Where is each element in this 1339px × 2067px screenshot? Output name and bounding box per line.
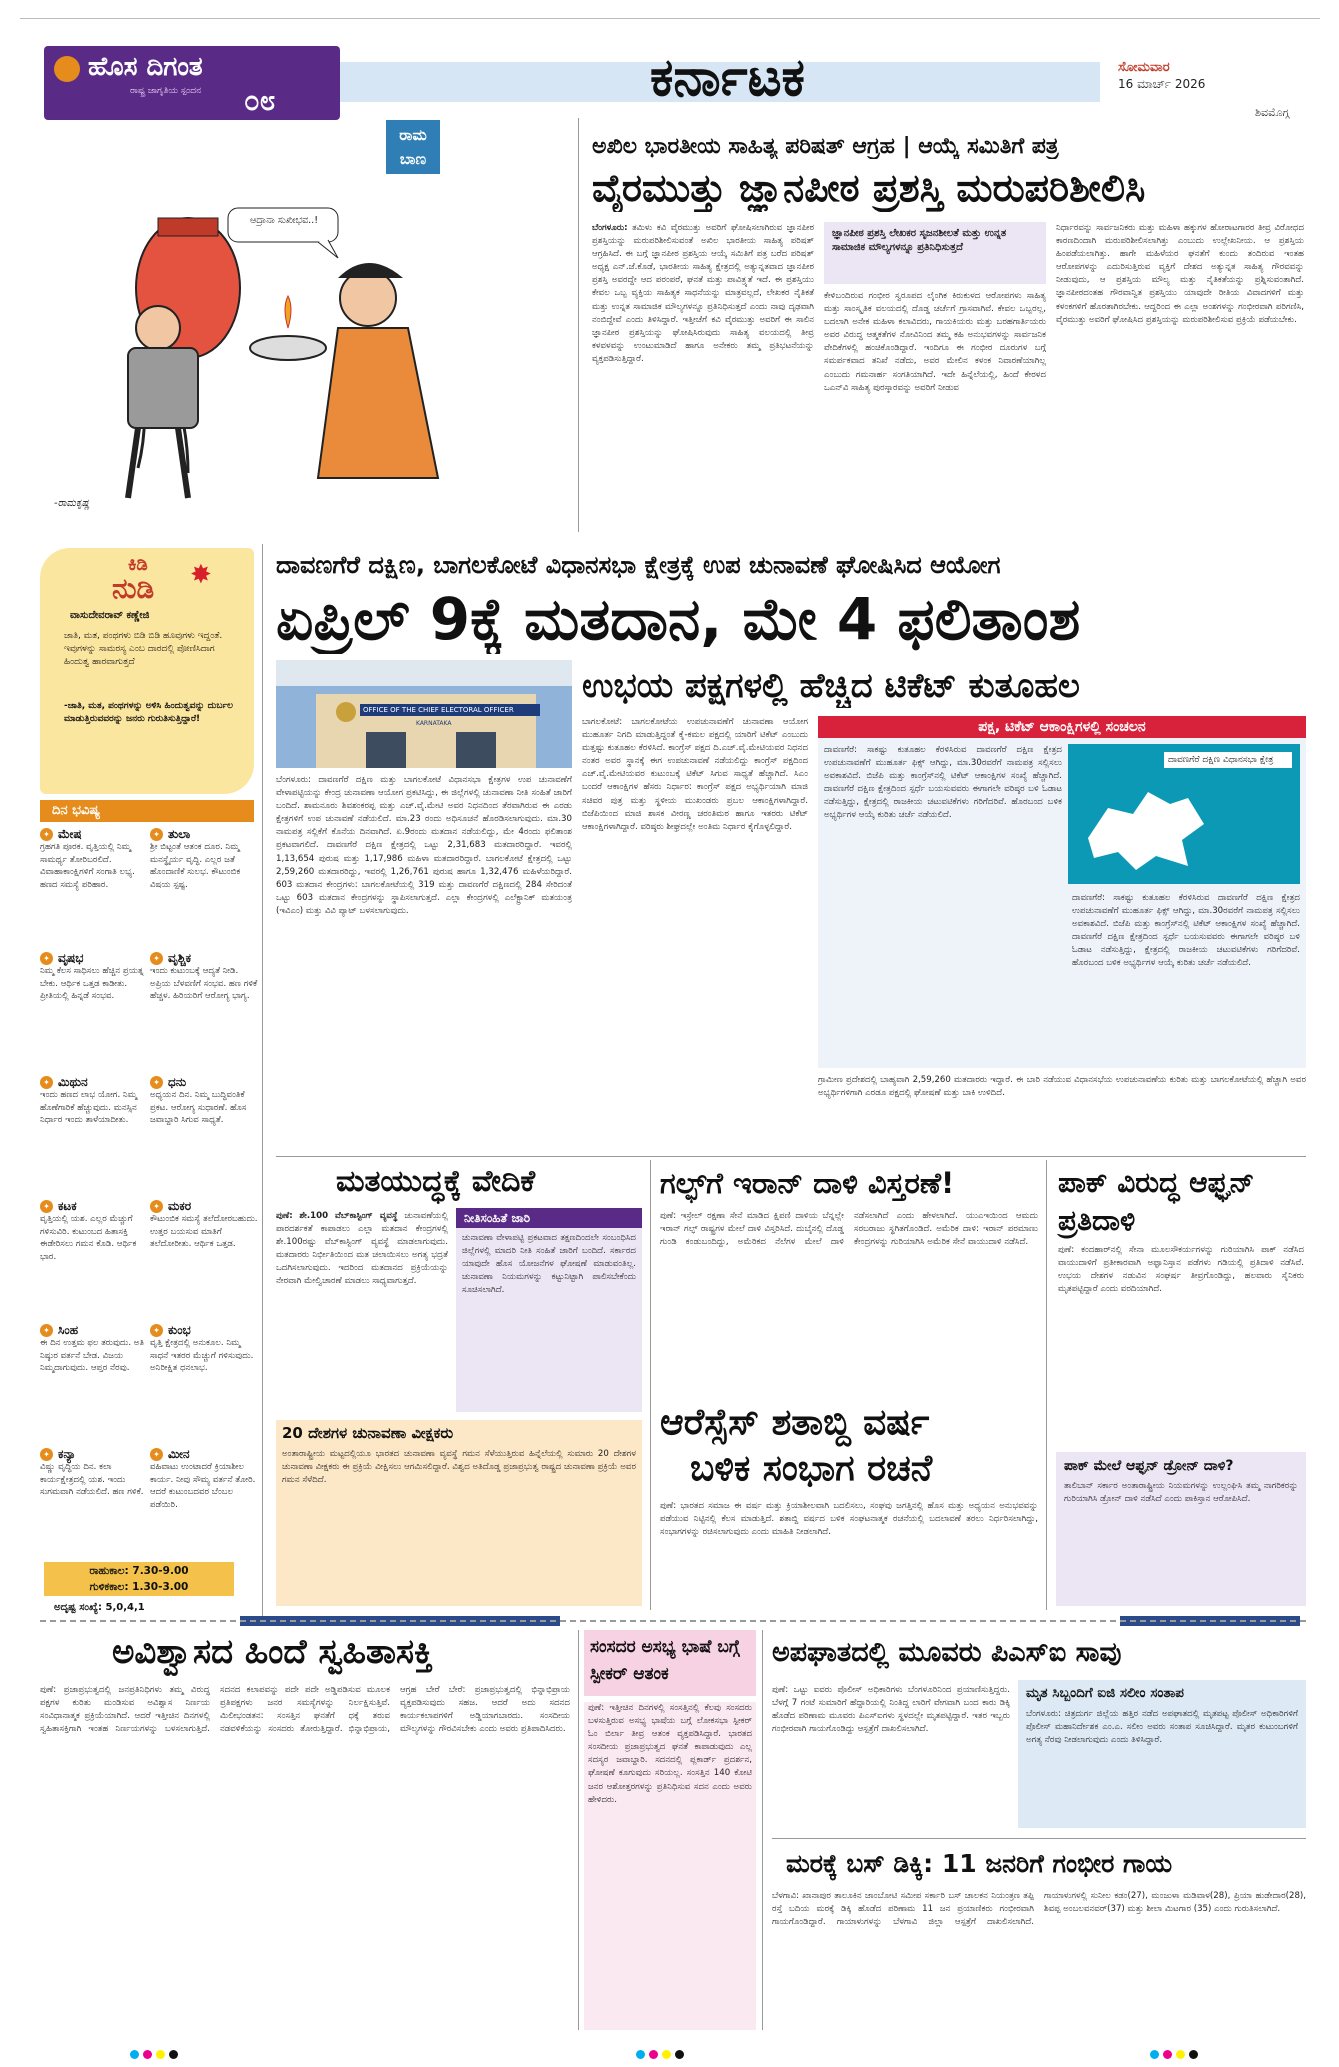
kidi-nudi-reply: -ಜಾತಿ, ಮತ, ಪಂಥಗಳನ್ನು ಅಳಿಸಿ ಹಿಂದುತ್ವವನ್ನು ದುರ್ಬಲ ಮಾಡುತ್ತಿರುವವರನ್ನು ಜನರು ಗುರುತಿಸುತ್ತಿದ್ದಾರೆ! xyxy=(64,701,233,724)
drone-box-title: ಪಾಕ್ ಮೇಲೆ ಆಫ್ಘನ್ ಡ್ರೋನ್ ದಾಳಿ? xyxy=(1064,1458,1234,1474)
rashi-name: ಕಟಕ xyxy=(58,1200,77,1214)
horoscope-grid xyxy=(40,828,258,1510)
lead-body: ಬೆಂಗಳೂರು: ದಾವಣಗೆರೆ ದಕ್ಷಿಣ ಮತ್ತು ಬಾಗಲಕೋಟೆ ವಿಧಾನಸಭಾ ಕ್ಷೇತ್ರಗಳ ಉಪ ಚುನಾವಣೆಗೆ ವೇಳಾಪಟ್ಟಿಯನ್ನು ಕೇಂದ್ರ ಚುನಾವಣಾ ಆಯೋಗ ಪ್ರಕಟಿಸಿದ್ದು, ಈ ಜಿಲ್ಲೆಗಳಲ್ಲಿ ಚುನಾವಣಾ ನೀತಿ ಸಂಹಿತೆ ಜಾರಿಗೆ ಬಂದಿದೆ. ಶಾಮನೂರು ಶಿವಶಂಕರಪ್ಪ ಮತ್ತು ಎಚ್.ವೈ.ಮೇಟಿ ಅವರ ನಿಧನದಿಂದ ತೆರವಾಗಿರುವ ಈ ಎರಡು ಕ್ಷೇತ್ರಗಳಿಗೆ ಉಪ ಚುನಾವಣೆ ನಡೆಯಲಿದೆ. ಮಾ.23 ರಂದು ಅಧಿಸೂಚನೆ ಹೊರಡಿಸಲಾಗುವುದು. ಮಾ.30 ನಾಮಪತ್ರ ಸಲ್ಲಿಕೆಗೆ ಕೊನೆಯ ದಿನವಾಗಿದೆ. ಏ.9ರಂದು ಮತದಾನ ನಡೆಯಲಿದ್ದು, ಮೇ 4ರಂದು ಫಲಿತಾಂಶ ಪ್ರಕಟವಾಗಲಿದೆ. ದಾವಣಗೆರೆ ದಕ್ಷಿಣ ಕ್ಷೇತ್ರದಲ್ಲಿ ಒಟ್ಟು 2,31,683 ಮತದಾರರಿದ್ದಾರೆ. ಇವರಲ್ಲಿ 1,13,654 ಪುರುಷ ಮತ್ತು 1,17,986 ಮಹಿಳಾ ಮತದಾರರಿದ್ದಾರೆ. ಬಾಗಲಕೋಟೆ ಕ್ಷೇತ್ರದಲ್ಲಿ ಒಟ್ಟು 2,59,260 ಮತದಾರರಿದ್ದು, ಇವರಲ್ಲಿ 1,26,761 ಪುರುಷ ಹಾಗೂ 1,32,476 ಮಹಿಳೆಯರಿದ್ದಾರೆ. 603 ಮತದಾನ ಕೇಂದ್ರಗಳು: ಬಾಗಲಕೋಟೆಯಲ್ಲಿ 319 ಮತ್ತು ದಾವಣಗೆರೆ ದಕ್ಷಿಣದಲ್ಲಿ 284 ಸೇರಿದಂತೆ ಒಟ್ಟು 603 ಮತದಾನ ಕೇಂದ್ರಗಳನ್ನು ಸ್ಥಾಪಿಸಲಾಗುತ್ತದೆ. ಎಲ್ಲಾ ಕೇಂದ್ರಗಳಲ್ಲಿ ಎಲೆಕ್ಟ್ರಾನಿಕ್ ಮತಯಂತ್ರ (ಇವಿಎಂ) ಮತ್ತು ವಿವಿ ಪ್ಯಾಟ್ ಬಳಸಲಾಗುವುದು. xyxy=(276,775,572,916)
page-number: ೦೮ xyxy=(244,84,276,117)
constituency-map xyxy=(1078,778,1218,878)
zodiac-icon: ✦ xyxy=(150,952,163,965)
rashi-text: ವಿಷ್ಣು ವೃದ್ಧಿಯ ದಿನ. ಕಲಾ ಕಾರ್ಯಕ್ಷೇತ್ರದಲ್ಲಿ ಯಶ. ಇಂದು ಸುಗಮವಾಗಿ ನಡೆಯಲಿದೆ. ಹಣ ಗಳಿಕೆ. xyxy=(40,1462,144,1498)
gulf-body: ಪುಣೆ: ಇಸ್ರೇಲ್ ರಕ್ಷಣಾ ಸೇನೆ ಮಾಡಿದ ಕ್ಷಿಪಣಿ ದಾಳಿಯ ಬೆನ್ನಲ್ಲೇ ಇರಾನ್ ಗಲ್ಫ್ ರಾಷ್ಟ್ರಗಳ ಮೇಲೆ ದಾಳಿ ವಿಸ್ತರಿಸಿದೆ. ದುಬೈನಲ್ಲಿ ದೊಡ್ಡ ಗುಂಡಿ ಕಂಡುಬಂದಿದ್ದು, ಅಮೆರಿಕದ ನೆಲೆಗಳ ಮೇಲೆ ದಾಳಿ ನಡೆಸಲಾಗಿದೆ ಎಂದು ಹೇಳಲಾಗಿದೆ. ಯುಎಇಯಿಂದ ಆಮದು ಸರಬರಾಜು ಸ್ಥಗಿತಗೊಂಡಿದೆ. ಅಮೆರಿಕ ದಾಳಿ: ಇರಾನ್ ಪರಮಾಣು ಕೇಂದ್ರಗಳನ್ನು ಗುರಿಯಾಗಿಸಿ ಅಮೆರಿಕ ಸೇನೆ ವಾಯುದಾಳಿ ನಡೆಸಿದೆ. xyxy=(660,1211,1038,1248)
vedike-headline: ಮತಯುದ್ಧಕ್ಕೆ ವೇದಿಕೆ xyxy=(336,1164,536,1199)
registration-dots xyxy=(1150,2044,1202,2063)
logo-text: ಹೊಸ ದಿಗಂತ xyxy=(88,52,203,82)
bus-body: ಬೆಳಗಾವಿ: ಖಾನಾಪುರ ತಾಲೂಕಿನ ಜಾಂಬೋಟಿ ಸಮೀಪ ಸರ್ಕಾರಿ ಬಸ್ ಚಾಲಕನ ನಿಯಂತ್ರಣ ತಪ್ಪಿ ರಸ್ತೆ ಬದಿಯ ಮರಕ್ಕೆ ಡಿಕ್ಕಿ ಹೊಡೆದ ಪರಿಣಾಮ 11 ಜನ ಪ್ರಯಾಣಿಕರು ಗಂಭೀರವಾಗಿ ಗಾಯಗೊಂಡಿದ್ದಾರೆ. ಗಾಯಾಳುಗಳನ್ನು ಬೆಳಗಾವಿ ಜಿಲ್ಲಾ ಆಸ್ಪತ್ರೆಗೆ ದಾಖಲಿಸಲಾಗಿದೆ. ಗಾಯಾಳುಗಳಲ್ಲಿ ಸುನೀಲ ಕಡಂ(27), ಮಂಜುಳಾ ಮಡಿವಾಳ(28), ಪ್ರಿಯಾ ಹುಡೇದಾರ(28), ಶಿವಪ್ಪ ಅಂಬಲವನವರ್(37) ಮತ್ತು ಶೀಲಾ ಮಿಟಗಾರ (35) ಎಂದು ಗುರುತಿಸಲಾಗಿದೆ. xyxy=(772,1891,1306,1928)
rahukala: ರಾಹುಕಾಲ: 7.30-9.00 xyxy=(89,1565,189,1577)
rashi-text: ಶ್ರೀ ಬಿಟ್ಟಂತೆ ಆತಂಕ ದೂರ. ನಿಮ್ಮ ಮನಸ್ಥೈರ್ಯ ವೃದ್ಧಿ. ಎಲ್ಲರ ಜತೆ ಹೊಂದಾಣಿಕೆ ಸುಲಭ. ಕೌಟುಂಬಿಕ ವಿಷಯ ಸ್ಪಷ್ಟ. xyxy=(150,842,241,890)
rashi-text: ಅಧ್ಯಯನ ದಿನ. ನಿಮ್ಮ ಬುದ್ಧಿವಂತಿಕೆ ಪ್ರಕಟ. ಆರೋಗ್ಯ ಸುಧಾರಣೆ. ಹೊಸ ಜವಾಬ್ದಾರಿ ಸಿಗುವ ಸಾಧ್ಯತೆ. xyxy=(150,1090,247,1126)
speaker-body: ಪುಣೆ: ಇತ್ತೀಚಿನ ದಿನಗಳಲ್ಲಿ ಸಂಸತ್ತಿನಲ್ಲಿ ಕೆಲವು ಸಂಸದರು ಬಳಸುತ್ತಿರುವ ಅಸಭ್ಯ ಭಾಷೆಯ ಬಗ್ಗೆ ಲೋಕಸಭಾ ಸ್ಪೀಕರ್ ಓಂ ಬಿರ್ಲಾ ತೀವ್ರ ಆತಂಕ ವ್ಯಕ್ತಪಡಿಸಿದ್ದಾರೆ. ಭಾರತದ ಸಂಸದೀಯ ಪ್ರಜಾಪ್ರಭುತ್ವದ ಘನತೆ ಕಾಪಾಡುವುದು ಎಲ್ಲ ಸದಸ್ಯರ ಜವಾಬ್ದಾರಿ. ಸದನದಲ್ಲಿ ಪ್ಲಕಾರ್ಡ್ ಪ್ರದರ್ಶನ, ಘೋಷಣೆ ಕೂಗುವುದು ಸರಿಯಲ್ಲ. ಸಂಸತ್ತಿನ 140 ಕೋಟಿ ಜನರ ಆಶೋತ್ತರಗಳನ್ನು ಪ್ರತಿನಿಧಿಸುವ ಸದನ ಎಂದು ಅವರು ಹೇಳಿದರು. xyxy=(584,1702,756,2030)
divider xyxy=(1046,1160,1047,1610)
drone-box xyxy=(1056,1452,1306,1606)
bus-headline: ಮರಕ್ಕೆ ಬಸ್ ಡಿಕ್ಕಿ: 11 ಜನರಿಗೆ ಗಂಭೀರ ಗಾಯ xyxy=(786,1849,1173,1878)
rashi-item xyxy=(150,952,258,1070)
map-panel xyxy=(1068,744,1300,884)
lamp-icon xyxy=(54,56,80,82)
section-title: ಕರ್ನಾಟಕ xyxy=(650,48,805,108)
zodiac-icon: ✦ xyxy=(40,1200,53,1213)
rashi-name: ಧನು xyxy=(168,1076,187,1090)
accident-headline: ಅಪಘಾತದಲ್ಲಿ ಮೂವರು ಪಿಎಸ್‌ಐ ಸಾವು xyxy=(772,1637,1122,1668)
vedike-dateline: ಪುಣೆ: xyxy=(276,1211,293,1221)
zodiac-icon: ✦ xyxy=(150,1448,163,1461)
rashi-name: ವೃಶ್ಚಿಕ xyxy=(168,952,192,966)
logo-tagline: ರಾಷ್ಟ್ರ ಜಾಗೃತಿಯ ಸ್ಪಂದನ xyxy=(130,86,202,96)
spark-icon: ✸ xyxy=(190,560,212,590)
gulf-headline: ಗಲ್ಫ್‌ಗೆ ಇರಾನ್ ದಾಳಿ ವಿಸ್ತರಣೆ! xyxy=(660,1166,955,1200)
cartoon-drawing xyxy=(38,178,578,528)
story1-col3: ನಿರ್ಧಾರವನ್ನು ಸಾರ್ವಜನಿಕರು ಮತ್ತು ಮಹಿಳಾ ಹಕ್ಕುಗಳ ಹೋರಾಟಗಾರರ ತೀವ್ರ ವಿರೋಧದ ಕಾರಣದಿಂದಾಗಿ ಮರುಪರಿಶೀಲಿಸಲಾಗಿತ್ತು ಎಂಬುದು ಉಲ್ಲೇಖನೀಯ. ಆ ಪ್ರಶಸ್ತಿಯ ಹಿಂಪಡೆಯಲಾಗಿತ್ತು. ಹಾಗೇ ಮಹಿಳೆಯರ ಘನತೆಗೆ ಕುಂದು ತಂದಿರುವ ಇಂತಹ ಆರೋಪಗಳನ್ನು ಎದುರಿಸುತ್ತಿರುವ ವ್ಯಕ್ತಿಗೆ ದೇಶದ ಅತ್ಯುನ್ನತ ಸಾಹಿತ್ಯ ಗೌರವವನ್ನು ನೀಡುವುದು, ಆ ಪ್ರಶಸ್ತಿಯ ಮೌಲ್ಯ ಮತ್ತು ನೈತಿಕತೆಯನ್ನು ಪ್ರಶ್ನಿಸುವಂತಾಗಿದೆ. ಜ್ಞಾನಪೀಠದಂತಹ ಗೌರವಾನ್ವಿತ ಪ್ರಶಸ್ತಿಯು ಯಾವುದೇ ರೀತಿಯ ವಿವಾದಗಳಿಗೆ ಮತ್ತು ಕಳಂಕಗಳಿಗೆ ಹೊರತಾಗಿರಬೇಕು. ಆದ್ದರಿಂದ ಈ ಎಲ್ಲಾ ಅಂಶಗಳನ್ನು ಗಂಭೀರವಾಗಿ ಪರಿಗಣಿಸಿ, ವೈರಮುತ್ತು ಅವರಿಗೆ ಘೋಷಿಸಿದ ಪ್ರಶಸ್ತಿಯನ್ನು ಮರುಪರಿಶೀಲಿಸುವ ಪ್ರಕ್ರಿಯೆ ಪಡೆಯಬೇಕು. xyxy=(1056,223,1304,325)
rashi-item xyxy=(40,1076,148,1194)
divider xyxy=(578,118,579,532)
rashi-item xyxy=(40,1200,148,1318)
rss-headline-1: ಆರೆಸ್ಸೆಸ್ ಶತಾಬ್ದಿ ವರ್ಷ xyxy=(660,1402,930,1443)
observers-box-body: ಅಂತಾರಾಷ್ಟ್ರೀಯ ಮಟ್ಟದಲ್ಲಿಯೂ ಭಾರತದ ಚುನಾವಣಾ ವ್ಯವಸ್ಥೆ ಗಮನ ಸೆಳೆಯುತ್ತಿರುವ ಹಿನ್ನೆಲೆಯಲ್ಲಿ ಸುಮಾರು 20 ದೇಶಗಳ ಚುನಾವಣಾ ವೀಕ್ಷಕರು ಈ ಪ್ರಕ್ರಿಯೆ ವೀಕ್ಷಿಸಲು ಆಗಮಿಸಲಿದ್ದಾರೆ. ವಿಶ್ವದ ಅತಿದೊಡ್ಡ ಪ್ರಜಾಪ್ರಭುತ್ವ ರಾಷ್ಟ್ರದ ಚುನಾವಣಾ ಪ್ರಕ್ರಿಯೆ ಅವರ ಗಮನ ಸೆಳೆದಿದೆ. xyxy=(282,1449,636,1486)
divider xyxy=(578,1630,579,2030)
photo-sign-2: KARNATAKA xyxy=(416,720,452,727)
rashi-name: ಕುಂಭ xyxy=(168,1324,191,1338)
rashi-item xyxy=(150,1200,258,1318)
code-box-title: ನೀತಿಸಂಹಿತೆ ಜಾರಿ xyxy=(456,1208,642,1228)
rashi-text: ಇಂದು ಕುಟುಂಬಕ್ಕೆ ಆದ್ಯತೆ ನೀಡಿ. ಅಪ್ರಿಯ ಬೆಳವಣಿಗೆ ಸಂಭವ. ಹಣ ಗಳಿಕೆ ಹೆಚ್ಚಳ. ಹಿರಿಯರಿಗೆ ಆರೋಗ್ಯ ಭಾಗ್ಯ. xyxy=(150,966,258,1002)
zodiac-icon: ✦ xyxy=(150,1200,163,1213)
accident-body: ಪುಣೆ: ಒಟ್ಟು ಐವರು ಪೊಲೀಸ್ ಅಧಿಕಾರಿಗಳು ಬೆಂಗಳೂರಿನಿಂದ ಪ್ರಯಾಣಿಸುತ್ತಿದ್ದರು. ಬೆಳಗ್ಗೆ 7 ಗಂಟೆ ಸುಮಾರಿಗೆ ಹೆದ್ದಾರಿಯಲ್ಲಿ ನಿಂತಿದ್ದ ಲಾರಿಗೆ ವೇಗವಾಗಿ ಬಂದ ಕಾರು ಡಿಕ್ಕಿ ಹೊಡೆದ ಪರಿಣಾಮ ಮೂವರು ಪಿಎಸ್‌ಐಗಳು ಸ್ಥಳದಲ್ಲೇ ಮೃತಪಟ್ಟಿದ್ದಾರೆ. ಇತರ ಇಬ್ಬರು ಗಂಭೀರವಾಗಿ ಗಾಯಗೊಂಡಿದ್ದು ಆಸ್ಪತ್ರೆಗೆ ದಾಖಲಿಸಲಾಗಿದೆ. xyxy=(772,1685,1010,1735)
story1-headline: ವೈರಮುತ್ತು ಜ್ಞಾನಪೀಠ ಪ್ರಶಸ್ತಿ ಮರುಪರಿಶೀಲಿಸಿ xyxy=(592,166,1146,210)
lead-rural: ಗ್ರಾಮೀಣ ಪ್ರದೇಶದಲ್ಲಿ ಬಾಹ್ಯವಾಗಿ 2,59,260 ಮತದಾರರು ಇದ್ದಾರೆ. ಈ ಬಾರಿ ನಡೆಯುವ ವಿಧಾನಸಭೆಯ ಉಪಚುನಾವಣೆಯ ಕುರಿತು ಮತ್ತು ಬಾಗಲಕೋಟೆಯಲ್ಲಿ ಹೆಚ್ಚಾಗಿ ಅವರ ಅಭ್ಯರ್ಥಿಗಳಿಗಾಗಿ ಎರಡೂ ಪಕ್ಷದಲ್ಲಿ ಘೋಷಣೆ ಮತ್ತು ಬಾಕಿ ಉಳಿದಿದೆ. xyxy=(818,1075,1306,1099)
code-box-body: ಚುನಾವಣಾ ವೇಳಾಪಟ್ಟಿ ಪ್ರಕಟವಾದ ತಕ್ಷಣದಿಂದಲೇ ಸಂಬಂಧಿಸಿದ ಜಿಲ್ಲೆಗಳಲ್ಲಿ ಮಾದರಿ ನೀತಿ ಸಂಹಿತೆ ಜಾರಿಗೆ ಬಂದಿದೆ. ಸರ್ಕಾರದ ಯಾವುದೇ ಹೊಸ ಯೋಜನೆಗಳ ಘೋಷಣೆ ಮಾಡುವಂತಿಲ್ಲ. ಚುನಾವಣಾ ನಿಯಮಗಳನ್ನು ಕಟ್ಟುನಿಟ್ಟಾಗಿ ಪಾಲಿಸಬೇಕೆಂದು ಸೂಚಿಸಲಾಗಿದೆ. xyxy=(462,1233,636,1296)
speaker-headline: ಸಂಸದರ ಅಸಭ್ಯ ಭಾಷೆ ಬಗ್ಗೆ ಸ್ಪೀಕರ್ ಆತಂಕ xyxy=(590,1637,740,1684)
kidi-nudi-author: ವಾಸುದೇವರಾವ್ ಕಣ್ಣೇಜಿ xyxy=(70,610,150,621)
rashi-text: ಗ್ರಹಗತಿ ಪೂರಕ. ವೃತ್ತಿಯಲ್ಲಿ ನಿಮ್ಮ ಸಾಮರ್ಥ್ಯ ತೋರಿಬರಲಿದೆ. ವಿವಾಹಾಕಾಂಕ್ಷಿಗಳಿಗೆ ಸಂಗಾತಿ ಲಭ್ಯ. ಹಣದ ಸಮಸ್ಯೆ ಪರಿಹಾರ. xyxy=(40,842,135,890)
lead-headline: ಏಪ್ರಿಲ್ 9ಕ್ಕೆ ಮತದಾನ, ಮೇ 4 ಫಲಿತಾಂಶ xyxy=(276,585,1081,653)
zodiac-icon: ✦ xyxy=(40,1448,53,1461)
lead-sub: ಉಭಯ ಪಕ್ಷಗಳಲ್ಲಿ ಹೆಚ್ಚಿದ ಟಿಕೆಟ್ ಕುತೂಹಲ xyxy=(582,666,1080,706)
zodiac-icon: ✦ xyxy=(40,952,53,965)
kidi-nudi-title-2: ನುಡಿ xyxy=(112,572,155,605)
zodiac-icon: ✦ xyxy=(150,1324,163,1337)
zodiac-icon: ✦ xyxy=(40,1324,53,1337)
divider xyxy=(772,1838,1306,1839)
registration-dots xyxy=(636,2044,688,2063)
zodiac-icon: ✦ xyxy=(40,828,53,841)
lead-photo xyxy=(276,660,572,768)
story1-dateline: ಬೆಂಗಳೂರು: xyxy=(592,223,628,233)
vedike-body: ಪುಣೆ: ಶೇ.100 ವೆಬ್‌ಕಾಸ್ಟಿಂಗ್ ವ್ಯವಸ್ಥೆ ಚುನಾವಣೆಯಲ್ಲಿ ಪಾರದರ್ಶಕತೆ ಕಾಪಾಡಲು ಎಲ್ಲಾ ಮತದಾನ ಕೇಂದ್ರಗಳಲ್ಲಿ ಶೇ.100ರಷ್ಟು ವೆಬ್‌ಕಾಸ್ಟಿಂಗ್ ವ್ಯವಸ್ಥೆ ಮಾಡಲಾಗುವುದು. ಮತದಾರರು ನಿರ್ಭೀತಿಯಿಂದ ಮತ ಚಲಾಯಿಸಲು ಅಗತ್ಯ ಭದ್ರತೆ ಒದಗಿಸಲಾಗುವುದು. ಇದರಿಂದ ಮತದಾನದ ಪ್ರಕ್ರಿಯೆಯನ್ನು ನೇರವಾಗಿ ಮೇಲ್ವಿಚಾರಣೆ ಮಾಡಲು ಸಾಧ್ಯವಾಗುತ್ತದೆ. xyxy=(276,1211,448,1287)
drone-box-body: ತಾಲಿಬಾನ್ ಸರ್ಕಾರ ಅಂತಾರಾಷ್ಟ್ರೀಯ ನಿಯಮಗಳನ್ನು ಉಲ್ಲಂಘಿಸಿ ತಮ್ಮ ನಾಗರಿಕರನ್ನು ಗುರಿಯಾಗಿಸಿ ಡ್ರೋನ್ ದಾಳಿ ನಡೆಸಿದೆ ಎಂದು ಪಾಕಿಸ್ತಾನ ಆರೋಪಿಸಿದೆ. xyxy=(1064,1481,1298,1505)
vedike-lead: ಶೇ.100 ವೆಬ್‌ಕಾಸ್ಟಿಂಗ್ ವ್ಯವಸ್ಥೆ xyxy=(299,1211,398,1221)
lead-kicker: ದಾವಣಗೆರೆ ದಕ್ಷಿಣ, ಬಾಗಲಕೋಟೆ ವಿಧಾನಸಭಾ ಕ್ಷೇತ್ರಕ್ಕೆ ಉಪ ಚುನಾವಣೆ ಘೋಷಿಸಿದ ಆಯೋಗ xyxy=(276,551,1001,579)
salim-box-title: ಮೃತ ಸಿಬ್ಬಂದಿಗೆ ಐಜಿ ಸಲೀಂ ಸಂತಾಪ xyxy=(1026,1685,1184,1701)
rashi-name: ವೃಷಭ xyxy=(58,952,84,966)
ticket-box-body: ದಾವಣಗೆರೆ: ಸಾಕಷ್ಟು ಕುತೂಹಲ ಕೆರಳಿಸಿರುವ ದಾವಣಗೆರೆ ದಕ್ಷಿಣ ಕ್ಷೇತ್ರದ ಉಪಚುನಾವಣೆಗೆ ಮುಹೂರ್ತ ಫಿಕ್ಸ್ ಆಗಿದ್ದು, ಮಾ.30ರವರೆಗೆ ನಾಮಪತ್ರ ಸಲ್ಲಿಸಲು ಅವಕಾಶವಿದೆ. ಬಿಜೆಪಿ ಮತ್ತು ಕಾಂಗ್ರೆಸ್‌ನಲ್ಲಿ ಟಿಕೆಟ್ ಆಕಾಂಕ್ಷಿಗಳ ಸಂಖ್ಯೆ ಹೆಚ್ಚಾಗಿದೆ. ದಾವಣಗೆರೆ ದಕ್ಷಿಣ ಕ್ಷೇತ್ರದಿಂದ ಸ್ಪರ್ಧೆ ಬಯಸುವವರು ಈಗಾಗಲೇ ವರಿಷ್ಠರ ಬಳಿ ಓಡಾಟ ನಡೆಸುತ್ತಿದ್ದು, ಕ್ಷೇತ್ರದಲ್ಲಿ ರಾಜಕೀಯ ಚಟುವಟಿಕೆಗಳು ಗರಿಗೆದರಿವೆ. ಹೊರಬಂದ ಬಳಿಕ ಅಭ್ಯರ್ಥಿಗಳ ಆಯ್ಕೆ ಕುರಿತು ಚರ್ಚೆ ನಡೆಯಲಿದೆ. xyxy=(824,745,1062,821)
time-box xyxy=(44,1562,234,1596)
rashi-name: ಸಿಂಹ xyxy=(58,1324,79,1338)
masthead-logo xyxy=(44,46,340,120)
ticket-box-body-2: ದಾವಣಗೆರೆ: ಸಾಕಷ್ಟು ಕುತೂಹಲ ಕೆರಳಿಸಿರುವ ದಾವಣಗೆರೆ ದಕ್ಷಿಣ ಕ್ಷೇತ್ರದ ಉಪಚುನಾವಣೆಗೆ ಮುಹೂರ್ತ ಫಿಕ್ಸ್ ಆಗಿದ್ದು, ಮಾ.30ರವರೆಗೆ ನಾಮಪತ್ರ ಸಲ್ಲಿಸಲು ಅವಕಾಶವಿದೆ. ಬಿಜೆಪಿ ಮತ್ತು ಕಾಂಗ್ರೆಸ್‌ನಲ್ಲಿ ಟಿಕೆಟ್ ಆಕಾಂಕ್ಷಿಗಳ ಸಂಖ್ಯೆ ಹೆಚ್ಚಾಗಿದೆ. ದಾವಣಗೆರೆ ದಕ್ಷಿಣ ಕ್ಷೇತ್ರದಿಂದ ಸ್ಪರ್ಧೆ ಬಯಸುವವರು ಈಗಾಗಲೇ ವರಿಷ್ಠರ ಬಳಿ ಓಡಾಟ ನಡೆಸುತ್ತಿದ್ದು, ಕ್ಷೇತ್ರದಲ್ಲಿ ರಾಜಕೀಯ ಚಟುವಟಿಕೆಗಳು ಗರಿಗೆದರಿವೆ. ಹೊರಬಂದ ಬಳಿಕ ಅಭ್ಯರ್ಥಿಗಳ ಆಯ್ಕೆ ಕುರಿತು ಚರ್ಚೆ ನಡೆಯಲಿದೆ. xyxy=(1072,893,1300,969)
registration-dots xyxy=(130,2044,182,2063)
rashi-item xyxy=(150,1324,258,1442)
observers-box-title: 20 ದೇಶಗಳ ಚುನಾವಣಾ ವೀಕ್ಷಕರು xyxy=(282,1424,454,1442)
date: 16 ಮಾರ್ಚ್ 2026 xyxy=(1118,77,1206,91)
city: ಶಿವಮೊಗ್ಗ xyxy=(1255,106,1290,119)
cartoon-panel xyxy=(38,118,578,534)
salim-box-body: ಬೆಂಗಳೂರು: ಚಿತ್ರದುರ್ಗ ಜಿಲ್ಲೆಯ ಹತ್ತಿರ ನಡೆದ ಅಪಘಾತದಲ್ಲಿ ಮೃತಪಟ್ಟ ಪೊಲೀಸ್ ಅಧಿಕಾರಿಗಳಿಗೆ ಪೊಲೀಸ್ ಮಹಾನಿರ್ದೇಶಕ ಎಂ.ಎ. ಸಲೀಂ ಅವರು ಸಂತಾಪ ಸೂಚಿಸಿದ್ದಾರೆ. ಮೃತರ ಕುಟುಂಬಗಳಿಗೆ ಅಗತ್ಯ ನೆರವು ನೀಡಲಾಗುವುದು ಎಂದು ತಿಳಿಸಿದ್ದಾರೆ. xyxy=(1026,1709,1298,1746)
rashi-text: ಇಂದು ಹಣದ ಲಾಭ ಯೋಗ. ನಿಮ್ಮ ಹೊಣೆಗಾರಿಕೆ ಹೆಚ್ಚುವುದು. ಮನಸ್ಸಿನ ನಿರ್ಧಾರ ಇಂದು ತಾಳೆಯಾದೀತು. xyxy=(40,1090,138,1126)
ticket-box-title: ಪಕ್ಷ, ಟಿಕೆಟ್ ಆಕಾಂಕ್ಷಿಗಳಲ್ಲಿ ಸಂಚಲನ xyxy=(818,716,1306,738)
registration-marks-top xyxy=(20,18,1320,28)
speaker-header xyxy=(584,1630,756,1696)
zodiac-icon: ✦ xyxy=(40,1076,53,1089)
rss-headline-2: ಬಳಿಕ ಸಂಭಾಗ ರಚನೆ xyxy=(690,1448,933,1489)
rashi-item xyxy=(40,1448,148,1572)
kidi-nudi-item: ಜಾತಿ, ಮತ, ಪಂಥಗಳು ಬಿಡಿ ಬಿಡಿ ಹೂವುಗಳು ಇದ್ದಂತೆ. ಇವುಗಳನ್ನು ಸಾಮರಸ್ಯ ಎಂಬ ದಾರದಲ್ಲಿ ಪೋಣಿಸಿದಾಗ ಹಿಂದುತ್ವ ಹಾರವಾಗುತ್ತದೆ xyxy=(64,631,223,667)
rashi-name: ಮೇಷ xyxy=(58,828,82,842)
rashi-text: ವೃತ್ತಿ ಕ್ಷೇತ್ರದಲ್ಲಿ ಅನುಕೂಲ. ನಿಮ್ಮ ಸಾಧನೆ ಇತರರ ಮೆಚ್ಚುಗೆ ಗಳಿಸುವುದು. ಅನಿರೀಕ್ಷಿತ ಧನಲಾಭ. xyxy=(150,1338,254,1374)
rashi-name: ಮೀನ xyxy=(168,1448,190,1462)
rashi-text: ಕೌಟುಂಬಿಕ ಸಮಸ್ಯೆ ತಲೆದೋರಬಹುದು. ಉತ್ತರ ಬಯಸುವ ಮಾತಿಗೆ ತಲೆದೋರೀತು. ಆರ್ಥಿಕ ಒತ್ತಡ. xyxy=(150,1214,258,1250)
rashi-name: ಮಿಥುನ xyxy=(58,1076,88,1090)
cartoon-speech: ಆದ್ರಾನಾ ಸುಖೀಭವ..! xyxy=(249,215,319,226)
lucky-number: ಅದೃಷ್ಟ ಸಂಖ್ಯೆ: 5,0,4,1 xyxy=(54,1602,145,1613)
zodiac-icon: ✦ xyxy=(150,828,163,841)
pak-headline: ಪಾಕ್ ವಿರುದ್ಧ ಆಫ್ಘನ್ ಪ್ರತಿದಾಳಿ xyxy=(1058,1166,1255,1237)
rashi-item xyxy=(150,828,258,946)
rashi-item xyxy=(150,1076,258,1194)
rashi-item xyxy=(40,952,148,1070)
photo-sign-1: OFFICE OF THE CHIEF ELECTORAL OFFICER xyxy=(360,704,540,716)
date-block xyxy=(1118,60,1298,92)
cartoon-tag: ರಾಮ ಬಾಣ xyxy=(386,120,440,174)
weekday: ಸೋಮವಾರ xyxy=(1118,60,1170,75)
code-of-conduct-box xyxy=(456,1208,642,1412)
divider xyxy=(650,1160,651,1610)
divider xyxy=(276,1156,1306,1157)
rashi-item xyxy=(40,828,148,946)
emblem-icon xyxy=(336,702,356,722)
distrust-body: ಪುಣೆ: ಪ್ರಜಾಪ್ರಭುತ್ವದಲ್ಲಿ ಜನಪ್ರತಿನಿಧಿಗಳು ತಮ್ಮ ವಿರುದ್ಧ ಪಕ್ಷಗಳ ಕುರಿತು ಮಂಡಿಸುವ ಅವಿಶ್ವಾಸ ನಿರ್ಣಯ ಸಂವಿಧಾನಾತ್ಮಕ ಪ್ರಕ್ರಿಯೆಯಾಗಿದೆ. ಆದರೆ ಇತ್ತೀಚಿನ ದಿನಗಳಲ್ಲಿ ಸ್ವಹಿತಾಸಕ್ತಿಗಾಗಿ ಇಂತಹ ನಿರ್ಣಯಗಳನ್ನು ಬಳಸಲಾಗುತ್ತಿದೆ. ಸದನದ ಕಲಾಪವನ್ನು ಪದೇ ಪದೇ ಅಡ್ಡಿಪಡಿಸುವ ಮೂಲಕ ಪ್ರತಿಪಕ್ಷಗಳು ಜನರ ಸಮಸ್ಯೆಗಳನ್ನು ನಿರ್ಲಕ್ಷಿಸುತ್ತಿವೆ. ಮಿಲೀಭಂಡತನ: ಸಂಸತ್ತಿನ ಘನತೆಗೆ ಧಕ್ಕೆ ತರುವ ನಡವಳಿಕೆಯನ್ನು ಸಂಸದರು ತೋರುತ್ತಿದ್ದಾರೆ. ಭಿನ್ನಾಭಿಪ್ರಾಯ, ಆಗ್ರಹ ಬೇರೆ ಬೇರೆ: ಪ್ರಜಾಪ್ರಭುತ್ವದಲ್ಲಿ ಭಿನ್ನಾಭಿಪ್ರಾಯ ವ್ಯಕ್ತಪಡಿಸುವುದು ಸಹಜ. ಆದರೆ ಅದು ಸದನದ ಕಾರ್ಯಕಲಾಪಗಳಿಗೆ ಅಡ್ಡಿಯಾಗಬಾರದು. ಸಂಸದೀಯ ಮೌಲ್ಯಗಳನ್ನು ಗೌರವಿಸಬೇಕು ಎಂದು ಅವರು ಪ್ರತಿಪಾದಿಸಿದರು. xyxy=(40,1685,570,1735)
zodiac-icon: ✦ xyxy=(150,1076,163,1089)
gulika: ಗುಳಿಕಕಾಲ: 1.30-3.00 xyxy=(89,1581,189,1593)
horoscope-title: ದಿನ ಭವಿಷ್ಯ xyxy=(40,800,254,822)
lead-sub-body: ಬಾಗಲಕೋಟೆ: ಬಾಗಲಕೋಟೆಯ ಉಪಚುನಾವಣೆಗೆ ಚುನಾವಣಾ ಆಯೋಗ ಮುಹೂರ್ತ ನಿಗದಿ ಮಾಡುತ್ತಿದ್ದಂತೆ ಕೈ-ಕಮಲ ಪಕ್ಷದಲ್ಲಿ ಯಾರಿಗೆ ಟಿಕೆಟ್ ಎಂಬುದು ಮತ್ತಷ್ಟು ಕುತೂಹಲ ಕೆರಳಿಸಿದೆ. ಕಾಂಗ್ರೆಸ್ ಪಕ್ಷದ ದಿ.ಎಚ್.ವೈ.ಮೇಟಿಯವರ ನಿಧನದ ನಂತರ ಅವರ ಸ್ಥಾನಕ್ಕೆ ಈಗ ಉಪಚುನಾವಣೆ ನಡೆಯಲಿದ್ದು ಕಾಂಗ್ರೆಸ್ ಪಕ್ಷದಿಂದ ಎಚ್.ವೈ.ಮೇಟಿಯವರ ಕುಟುಂಬಕ್ಕೆ ಟಿಕೆಟ್ ಸಿಗುವ ಸಾಧ್ಯತೆ ಹೆಚ್ಚಾಗಿದೆ. ಸಿಎಂ ಬಂದರೆ ಆಕಾಂಕ್ಷಿಗಳ ಹೆಸರು ನಿರ್ಧಾರ: ಕಾಂಗ್ರೆಸ್ ಪಕ್ಷದ ಅಭ್ಯರ್ಥಿಯಾಗಿ ಮಾಜಿ ಸಚಿವರ ಪುತ್ರ ಮತ್ತು ಸ್ಥಳೀಯ ಮುಖಂಡರು ಪ್ರಬಲ ಆಕಾಂಕ್ಷಿಗಳಾಗಿದ್ದಾರೆ. ಬಿಜೆಪಿಯಿಂದ ಮಾಜಿ ಶಾಸಕ ವೀರಣ್ಣ ಚರಂತಿಮಠ ಹಾಗೂ ಇತರರು ಟಿಕೆಟ್ ಆಕಾಂಕ್ಷಿಗಳಾಗಿದ್ದಾರೆ. ವರಿಷ್ಠರು ಶೀಘ್ರದಲ್ಲೇ ಅಂತಿಮ ನಿರ್ಧಾರ ಕೈಗೊಳ್ಳಲಿದ್ದಾರೆ. xyxy=(582,717,808,832)
story1-kicker: ಅಖಿಲ ಭಾರತೀಯ ಸಾಹಿತ್ಯ ಪರಿಷತ್ ಆಗ್ರಹ | ಆಯ್ಕೆ ಸಮಿತಿಗೆ ಪತ್ರ xyxy=(592,134,1059,159)
rashi-text: ವಹಿವಾಟು ಉಂಟಾದರೆ ಕ್ರಿಯಾಶೀಲ ಕಾರ್ಯ. ನೀವು ಸೌಮ್ಯ ವರ್ತನೆ ತೋರಿ. ಆದರೆ ಕುಟುಂಬದವರ ಬೆಂಬಲ ಪಡೆಯಿರಿ. xyxy=(150,1462,256,1510)
salim-box xyxy=(1018,1680,1306,1828)
bottom-color-band xyxy=(40,1616,1306,1626)
rashi-name: ಕನ್ಯಾ xyxy=(58,1448,76,1462)
kidi-nudi-box xyxy=(40,548,254,794)
story1-col1 xyxy=(592,222,814,530)
cartoon-signature: -ರಾಮಕೃಷ್ಣ xyxy=(54,498,90,509)
divider xyxy=(262,544,263,1620)
rashi-text: ವೃತ್ತಿಯಲ್ಲಿ ಯಶ. ಎಲ್ಲರ ಮೆಚ್ಚುಗೆ ಗಳಿಸುವಿರಿ. ಕುಟುಂಬದ ಹಿತಾಸಕ್ತಿ ಈಡೇರಿಸಲು ಗಮನ ಕೊಡಿ. ಆರ್ಥಿಕ ಭಾರ. xyxy=(40,1214,137,1262)
rss-body: ಪುಣೆ: ಭಾರತದ ಸಮಾಜ ಈ ವರ್ಷ ಮತ್ತು ಕ್ರಿಯಾಶೀಲವಾಗಿ ಬದಲಿಸಲು, ಸಂಘವು ಜಗತ್ತಿನಲ್ಲಿ ಹೊಸ ಮತ್ತು ಅಧ್ಯಯನ ಅನುಭವವನ್ನು ಪಡೆಯುವ ನಿಟ್ಟಿನಲ್ಲಿ ಕೆಲಸ ಮಾಡುತ್ತಿದೆ. ಶತಾಬ್ದಿ ವರ್ಷದ ಬಳಿಕ ಸಂಘಟನಾತ್ಮಕ ರಚನೆಯಲ್ಲಿ ಬದಲಾವಣೆ ತರಲು ನಿರ್ಧರಿಸಲಾಗಿದ್ದು, ಸಂಭಾಗಗಳನ್ನು ರಚಿಸಲಾಗುವುದು ಎಂದು ಮಾಹಿತಿ ನೀಡಲಾಗಿದೆ. xyxy=(660,1501,1038,1538)
observers-box xyxy=(276,1420,642,1606)
distrust-headline: ಅವಿಶ್ವಾಸದ ಹಿಂದೆ ಸ್ವಹಿತಾಸಕ್ತಿ xyxy=(112,1632,433,1672)
rashi-text: ನಿಮ್ಮ ಕೆಲಸ ಸಾಧಿಸಲು ಹೆಚ್ಚಿನ ಪ್ರಯತ್ನ ಬೇಕು. ಆರ್ಥಿಕ ಒತ್ತಡ ಕಾಡೀತು. ಪ್ರೀತಿಯಲ್ಲಿ ಹಿನ್ನಡೆ ಸಂಭವ. xyxy=(40,966,144,1002)
pak-body: ಪುಣೆ: ಕಂದಹಾರ್‌ನಲ್ಲಿ ಸೇನಾ ಮೂಲಸೌಕರ್ಯಗಳನ್ನು ಗುರಿಯಾಗಿಸಿ ಪಾಕ್ ನಡೆಸಿದ ವಾಯುದಾಳಿಗೆ ಪ್ರತೀಕಾರವಾಗಿ ಅಫ್ಘಾನಿಸ್ತಾನ ಪಡೆಗಳು ಗಡಿಯಲ್ಲಿ ಪ್ರತಿದಾಳಿ ನಡೆಸಿವೆ. ಉಭಯ ದೇಶಗಳ ನಡುವಿನ ಸಂಘರ್ಷ ತೀವ್ರಗೊಂಡಿದ್ದು, ಹಲವಾರು ಸೈನಿಕರು ಮೃತಪಟ್ಟಿದ್ದಾರೆ ಎಂದು ವರದಿಯಾಗಿದೆ. xyxy=(1058,1245,1304,1295)
kidi-nudi-title-1: ಕಿಡಿ xyxy=(128,554,148,575)
rashi-name: ತುಲಾ xyxy=(168,828,191,842)
story1-pullquote: ಜ್ಞಾನಪೀಠ ಪ್ರಶಸ್ತಿ ಲೇಖಕರ ಸೃಜನಶೀಲತೆ ಮತ್ತು ಉನ್ನತ ಸಾಮಾಜಿಕ ಮೌಲ್ಯಗಳನ್ನೂ ಪ್ರತಿನಿಧಿಸುತ್ತದೆ xyxy=(824,222,1046,284)
rashi-item xyxy=(150,1448,258,1572)
rashi-text: ಈ ದಿನ ಉತ್ತಮ ಫಲ ತರುವುದು. ಅತಿ ನಿಷ್ಠುರ ವರ್ತನೆ ಬೇಡ. ವಿಜಯ ನಿಮ್ಮದಾಗುವುದು. ಆಪ್ತರ ನೆರವು. xyxy=(40,1338,145,1374)
story1-col2: ಕೇಳಿಬಂದಿರುವ ಗಂಭೀರ ಸ್ವರೂಪದ ಲೈಂಗಿಕ ಕಿರುಕುಳದ ಆರೋಪಗಳು ಸಾಹಿತ್ಯ ಮತ್ತು ಸಾಂಸ್ಕೃತಿಕ ವಲಯದಲ್ಲಿ ದೊಡ್ಡ ಚರ್ಚೆಗೆ ಗ್ರಾಸವಾಗಿವೆ. ಕೇವಲ ಒಬ್ಬರಲ್ಲ, ಬದಲಾಗಿ ಅನೇಕ ಮಹಿಳಾ ಕಲಾವಿದರು, ಗಾಯಕಿಯರು ಮತ್ತು ಬರಹಗಾರ್ತಿಯರು ಅವರ ವಿರುದ್ಧ ಆತ್ಮಕತೆಗಳ ನೋವಿನಿಂದ ತಮ್ಮ ಕಹಿ ಅನುಭವಗಳನ್ನು ಸಾರ್ವಜನಿಕ ವೇದಿಕೆಗಳಲ್ಲಿ ಹಂಚಿಕೊಂಡಿದ್ದಾರೆ. ಇಂದಿಗೂ ಈ ಗಂಭೀರ ದೂರುಗಳ ಬಗ್ಗೆ ಸಮರ್ಪಕವಾದ ತನಿಖೆ ನಡೆದು, ಅವರ ಮೇಲಿನ ಕಳಂಕ ನಿವಾರಣೆಯಾಗಿಲ್ಲ ಎಂಬುದು ಗಮನಾರ್ಹ ಸಂಗತಿಯಾಗಿದೆ. ಇದೇ ಹಿನ್ನೆಲೆಯಲ್ಲಿ, ಹಿಂದೆ ಕೇರಳದ ಒಎನ್‌ವಿ ಸಾಹಿತ್ಯ ಪುರಸ್ಕಾರವನ್ನು ಅವರಿಗೆ ನೀಡುವ xyxy=(824,291,1046,393)
rashi-name: ಮಕರ xyxy=(168,1200,192,1214)
map-label: ದಾವಣಗೆರೆ ದಕ್ಷಿಣ ವಿಧಾನಸಭಾ ಕ್ಷೇತ್ರ xyxy=(1164,752,1292,768)
ticket-box xyxy=(818,716,1306,1068)
divider xyxy=(762,1630,763,2030)
story1-col1-text: ತಮಿಳು ಕವಿ ವೈರಮುತ್ತು ಅವರಿಗೆ ಘೋಷಿಸಲಾಗಿರುವ ಜ್ಞಾನಪೀಠ ಪ್ರಶಸ್ತಿಯನ್ನು ಮರುಪರಿಶೀಲಿಸುವಂತೆ ಅಖಿಲ ಭಾರತೀಯ ಸಾಹಿತ್ಯ ಪರಿಷತ್ ಆಗ್ರಹಿಸಿದೆ. ಈ ಬಗ್ಗೆ ಜ್ಞಾನಪೀಠ ಪ್ರಶಸ್ತಿಯ ಆಯ್ಕೆ ಸಮಿತಿಗೆ ಪತ್ರ ಬರೆದ ಪರಿಷತ್ ಅಧ್ಯಕ್ಷ ಎನ್.ಜೆ.ಕೊಡೆ, ಭಾರತೀಯ ಸಾಹಿತ್ಯ ಕ್ಷೇತ್ರದಲ್ಲಿ ಅತ್ಯುನ್ನತವಾದ ಜ್ಞಾನಪೀಠ ಪ್ರಶಸ್ತಿ ಅವರದ್ದೇ ಆದ ಪರಂಪರೆ, ಘನತೆ ಮತ್ತು ಪಾವಿತ್ರ್ಯತೆ ಇದೆ. ಈ ಪ್ರಶಸ್ತಿಯು ಕೇವಲ ಒಬ್ಬ ವ್ಯಕ್ತಿಯ ಸಾಹಿತ್ಯಕ ಸಾಧನೆಯನ್ನು ಮಾತ್ರವಲ್ಲದೆ, ಲೇಖಕರ ನೈತಿಕತೆ ಮತ್ತು ಉನ್ನತ ಸಾಮಾಜಿಕ ಮೌಲ್ಯಗಳನ್ನೂ ಪ್ರತಿನಿಧಿಸುತ್ತದೆ ಎಂದು ನಾವು ದೃಢವಾಗಿ ನಂಬಿದ್ದೇವೆ ಎಂದು ತಿಳಿಸಿದ್ದಾರೆ. ಇತ್ತೀಚೆಗೆ ಕವಿ ವೈರಮುತ್ತು ಅವರಿಗೆ ಈ ಸಾಲಿನ ಜ್ಞಾನಪೀಠ ಪ್ರಶಸ್ತಿಯನ್ನು ಘೋಷಿಸಿರುವುದು ಸಾಹಿತ್ಯ ವಲಯದಲ್ಲಿ ತೀವ್ರ ಕಳವಳವನ್ನು ಉಂಟುಮಾಡಿದೆ ಹಾಗೂ ಅನೇಕರು ತಮ್ಮ ಪ್ರತಿಭಟನೆಯನ್ನು ವ್ಯಕ್ತಪಡಿಸುತ್ತಿದ್ದಾರೆ. xyxy=(592,223,814,364)
rashi-item xyxy=(40,1324,148,1442)
